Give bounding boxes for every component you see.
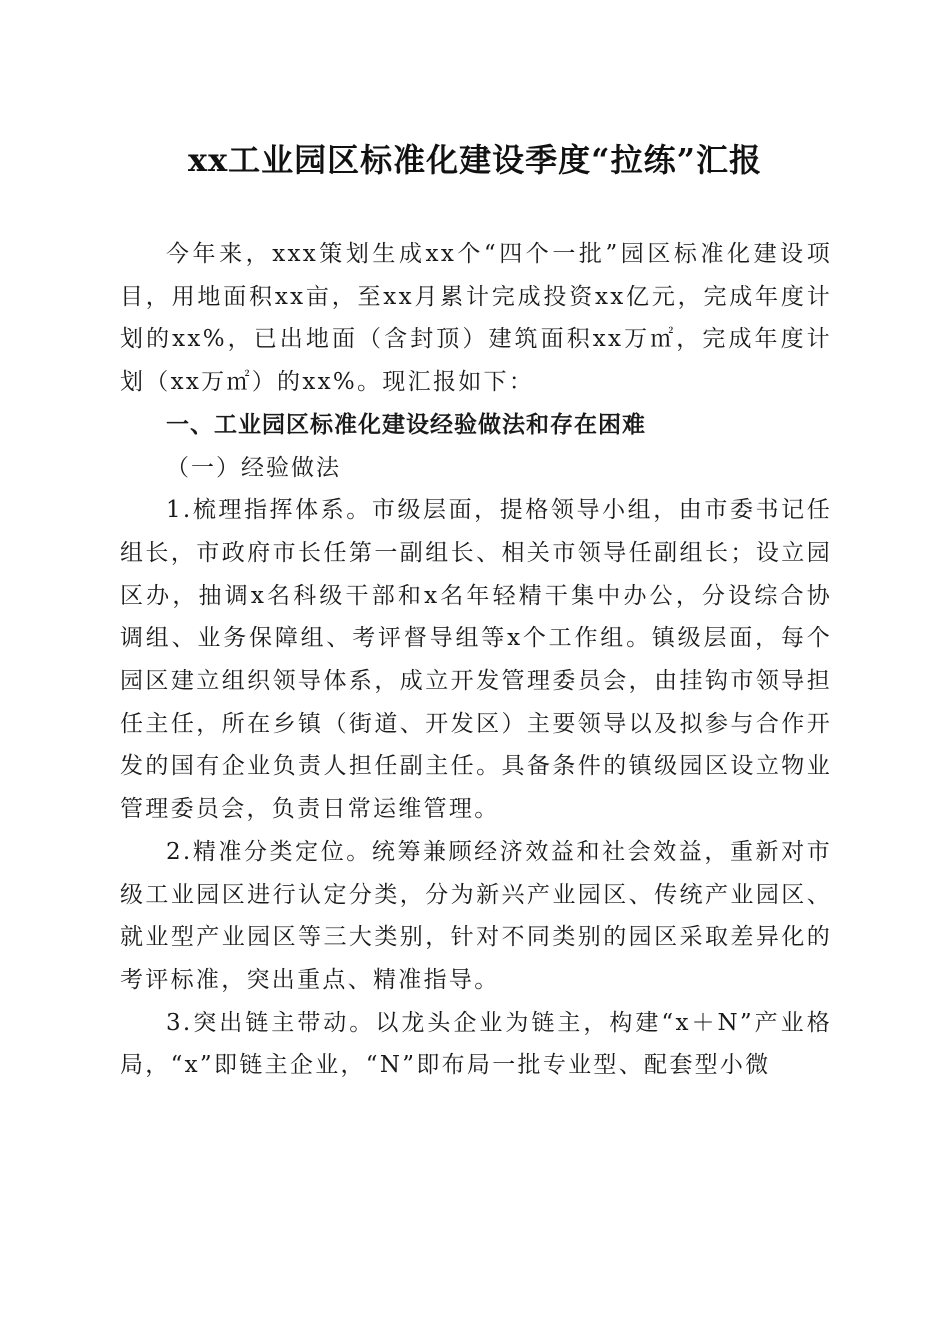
item-paragraph-2: 2.精准分类定位。统筹兼顾经济效益和社会效益，重新对市级工业园区进行认定分类，分为新兴产业园区、传统产业园区、就业型产业园区等三大类别，针对不同类别的园区采取差异化的考评标准，突出重点、精准指导。: [120, 838, 832, 993]
item-paragraph-3: 3.突出链主带动。以龙头企业为链主，构建“x＋N”产业格局，“x”即链主企业，“N”即布局一批专业型、配套型小微: [120, 1009, 832, 1079]
section-heading: 一、工业园区标准化建设经验做法和存在困难: [166, 411, 646, 438]
item-paragraph-1: 1.梳理指挥体系。市级层面，提格领导小组，由市委书记任组长，市政府市长任第一副组长、相关市领导任副组长；设立园区办，抽调x名科级干部和x名年轻精干集中办公，分设综合协调组、业务保障组、考评督导组等x个工作组。镇级层面，每个园区建立组织领导体系，成立开发管理委员会，由挂钩市领导担任主任，所在乡镇（街道、开发区）主要领导以及拟参与合作开发的国有企业负责人担任副主任。具备条件的镇级园区设立物业管理委员会，负责日常运维管理。: [120, 497, 832, 823]
document-title: xx工业园区标准化建设季度“拉练”汇报: [188, 141, 762, 179]
subsection-heading: （一）经验做法: [166, 454, 341, 481]
document-body: [120, 233, 832, 1087]
intro-paragraph: 今年来，xxx策划生成xx个“四个一批”园区标准化建设项目，用地面积xx亩，至xx月累计完成投资xx亿元，完成年度计划的xx%，已出地面（含封顶）建筑面积xx万㎡，完成年度计划（xx万㎡）的xx%。现汇报如下：: [120, 241, 832, 396]
